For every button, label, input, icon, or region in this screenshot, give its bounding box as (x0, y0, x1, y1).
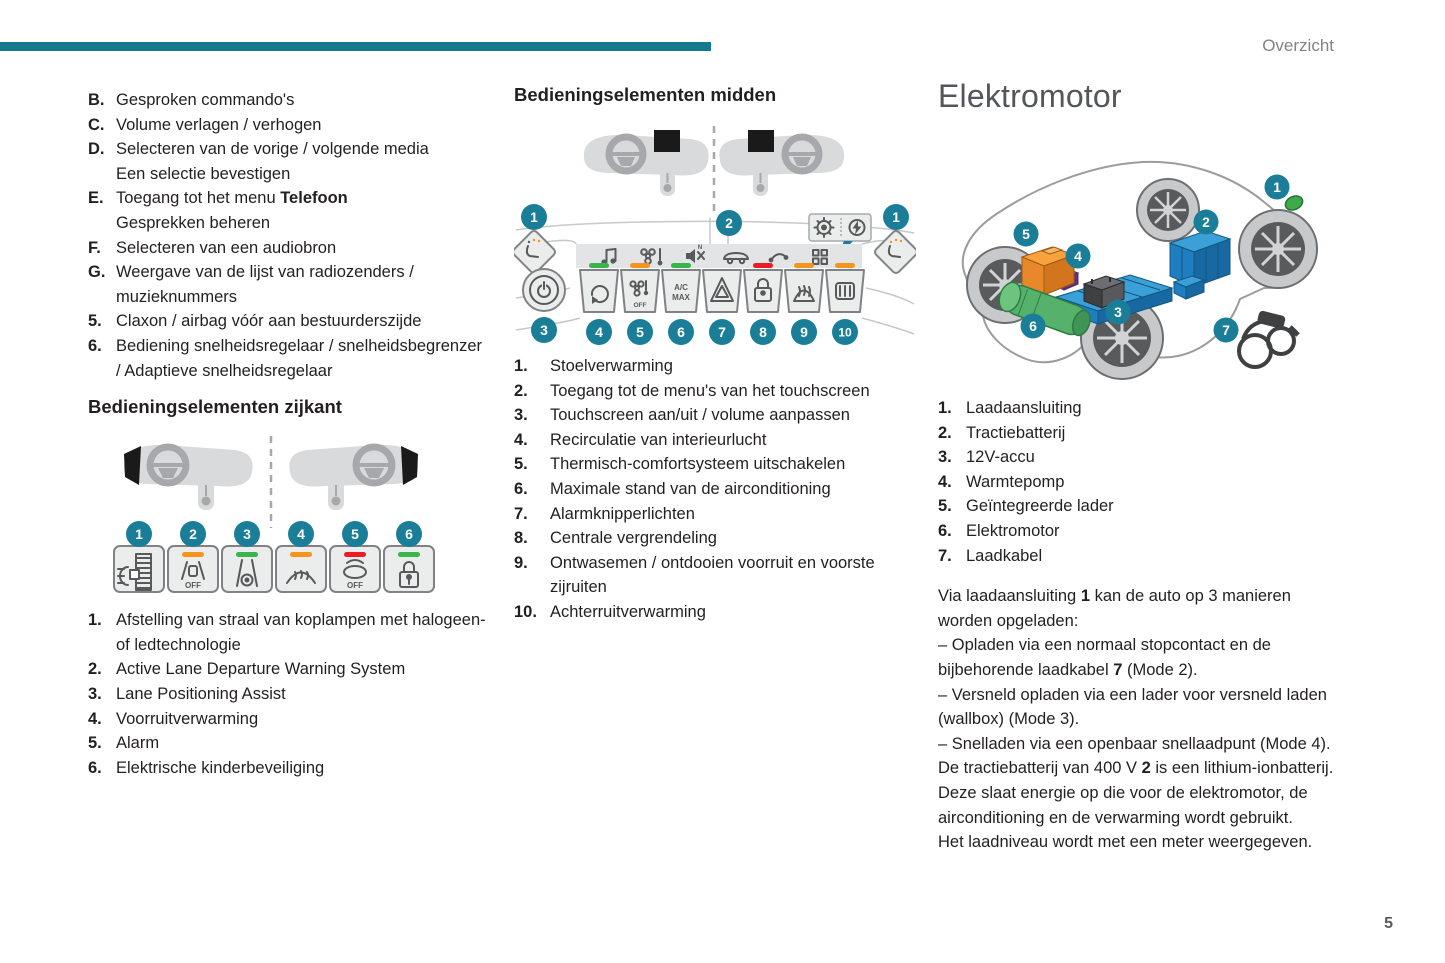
svg-text:OFF: OFF (185, 581, 201, 591)
indicator-strip (344, 552, 366, 557)
list-item: 2. Toegang tot de menu's van het touchscreen (514, 381, 870, 400)
ac-max-button (662, 263, 700, 345)
lane-positioning-button (222, 521, 272, 592)
side-controls-list (88, 608, 488, 780)
list-item: 8. Centrale vergrendeling (514, 529, 717, 548)
list-item: 7. Laadkabel (938, 546, 1043, 565)
svg-text:4: 4 (297, 526, 305, 543)
list-item: B. Gesproken commando's (88, 91, 295, 109)
svg-text:N: N (697, 245, 703, 251)
list-item: F. Selecteren van een audiobron (88, 238, 337, 257)
indicator-strip (290, 552, 312, 557)
list-item: G. Weergave van de lijst van radiozenders / muzieknummers (88, 263, 414, 306)
center-controls-list (514, 354, 916, 625)
side-controls-illustration (106, 428, 436, 596)
svg-text:1: 1 (892, 209, 900, 225)
list-item: 2. Tractiebatterij (938, 423, 1066, 442)
interior-light-pendant (753, 168, 768, 196)
page-header-label: Overzicht (1262, 36, 1334, 55)
indicator-strip (794, 263, 814, 268)
callout-1-badge (1265, 175, 1290, 200)
seat-heating-button-left (514, 204, 557, 275)
svg-text:2: 2 (1202, 214, 1210, 230)
svg-text:OFF: OFF (347, 581, 363, 591)
callout-5-badge (1014, 222, 1039, 247)
svg-text:OFF: OFF (633, 302, 647, 309)
svg-text:7: 7 (718, 324, 726, 340)
electric-motor-list (938, 396, 1338, 568)
svg-text:3: 3 (243, 526, 251, 543)
page-number: 5 (1384, 915, 1393, 932)
svg-text:10: 10 (838, 325, 852, 340)
charge-cable (1239, 310, 1298, 367)
air-recirculation-button (580, 263, 618, 345)
svg-text:4: 4 (1074, 248, 1082, 264)
gear-icon (815, 218, 834, 237)
svg-text:7: 7 (1222, 322, 1230, 338)
callout-7-badge (1214, 318, 1239, 343)
svg-text:5: 5 (351, 526, 359, 543)
charge-port (1283, 193, 1305, 212)
list-item: E. Toegang tot het menu Telefoon Gesprekken beheren (88, 189, 348, 232)
svg-text:8: 8 (759, 324, 767, 340)
list-item: 5. Alarm (88, 734, 160, 753)
indicator-strip (671, 263, 691, 268)
indicator-strip (398, 552, 420, 557)
svg-text:6: 6 (1029, 318, 1037, 334)
paragraph: Via laadaansluiting 1 kan de auto op 3 manieren worden opgeladen: (938, 587, 1291, 630)
list-item: 4. Voorruitverwarming (88, 709, 259, 728)
callout-4-badge (1066, 244, 1091, 269)
list-item: 9. Ontwasemen / ontdooien voorruit en voorste zijruiten (514, 553, 875, 597)
list-item: 6. Maximale stand van de airconditioning (514, 479, 831, 498)
headlight-leveling-button (114, 521, 164, 592)
audio-controls-list (88, 88, 488, 383)
child-lock-button (384, 521, 434, 592)
dashboard-lhd-illustration (124, 445, 253, 510)
list-item: D. Selecteren van de vorige / volgende media Een selectie bevestigen (88, 140, 429, 183)
list-item: 3. Touchscreen aan/uit / volume aanpassen (514, 406, 850, 425)
list-item: 4. Recirculatie van interieurlucht (514, 430, 767, 449)
header-accent-bar (0, 42, 711, 51)
indicator-strip (182, 552, 204, 557)
electric-motor-illustration (938, 127, 1330, 382)
list-item: 1. Laadaansluiting (938, 399, 1082, 417)
svg-text:2: 2 (189, 526, 197, 543)
hazard-lights-button (703, 270, 741, 345)
svg-text:4: 4 (595, 324, 603, 340)
windscreen-heating-button (276, 521, 326, 592)
touchscreen-shortcut-band (576, 244, 862, 268)
list-item: 5. Thermisch-comfortsysteem uitschakelen (514, 455, 846, 474)
indicator-strip (835, 263, 855, 268)
list-item: 3. 12V-accu (938, 448, 1035, 467)
dashboard-rhd-illustration (719, 130, 844, 196)
interior-light-pendant (328, 480, 344, 510)
lane-departure-warning-button (168, 521, 218, 592)
paragraph: – Snelladen via een openbaar snellaadpunt (Mode 4). (938, 734, 1331, 753)
callout-6-badge (1021, 314, 1046, 339)
right-column (938, 78, 1338, 855)
left-column (88, 88, 488, 780)
central-locking-button (744, 263, 782, 345)
list-item: 3. Lane Positioning Assist (88, 684, 286, 703)
list-item: 6. Bediening snelheidsregelaar / snelheidsbegrenzer / Adaptieve snelheidsregelaar (88, 336, 482, 380)
ac-max-icon: A/C (674, 283, 688, 292)
alarm-button (330, 521, 380, 592)
list-item: 2. Active Lane Departure Warning System (88, 660, 406, 679)
svg-text:6: 6 (405, 526, 413, 543)
paragraph: Het laadniveau wordt met een meter weergegeven. (938, 833, 1313, 852)
paragraph: De tractiebatterij van 400 V 2 is een lithium-ionbatterij. Deze slaat energie op die voor de elektromotor, de airconditioning en de verwarming wordt gebruikt. (938, 759, 1334, 827)
power-button (523, 269, 565, 343)
svg-text:9: 9 (800, 324, 808, 340)
callout-2-badge (1194, 210, 1219, 235)
list-item: 1. Stoelverwarming (514, 357, 673, 375)
svg-text:6: 6 (677, 324, 685, 340)
side-panel-highlight (124, 446, 141, 485)
indicator-strip (630, 263, 650, 268)
callout-3-badge (1106, 300, 1131, 325)
svg-text:1: 1 (1273, 179, 1281, 195)
middle-column (514, 84, 916, 625)
list-item: 7. Alarmknipperlichten (514, 504, 695, 523)
list-item: 1. Afstelling van straal van koplampen met halogeen- of ledtechnologie (88, 611, 486, 654)
interior-light-pendant (198, 480, 214, 510)
list-item: 5. Claxon / airbag vóór aan bestuurderszijde (88, 312, 422, 331)
wheel (1239, 210, 1317, 288)
indicator-strip (589, 263, 609, 268)
list-item: C. Volume verlagen / verhogen (88, 115, 322, 134)
wheel (1137, 179, 1199, 241)
center-screen-highlight (748, 130, 774, 152)
list-item: 10. Achterruitverwarming (514, 602, 706, 621)
seat-heating-button-right (873, 204, 916, 275)
fan-off-button (621, 263, 659, 345)
svg-text:3: 3 (1114, 304, 1122, 320)
indicator-strip (753, 263, 773, 268)
front-defrost-button (785, 263, 823, 345)
dashboard-rhd-illustration (289, 445, 418, 510)
electric-motor-heading: Elektromotor (938, 78, 1122, 114)
svg-text:3: 3 (540, 322, 548, 338)
dashboard-lhd-illustration (584, 130, 709, 196)
svg-text:5: 5 (1022, 226, 1030, 242)
svg-text:1: 1 (135, 526, 143, 543)
paragraph: – Versneld opladen via een lader voor versneld laden (wallbox) (Mode 3). (938, 685, 1327, 729)
side-panel-highlight (401, 446, 418, 485)
list-item: 5. Geïntegreerde lader (938, 497, 1114, 516)
svg-text:2: 2 (725, 215, 733, 231)
list-item: 6. Elektromotor (938, 521, 1060, 540)
side-controls-heading: Bedieningselementen zijkant (88, 396, 342, 418)
center-controls-heading: Bedieningselementen midden (514, 84, 777, 105)
center-controls-illustration (514, 118, 916, 346)
list-item: 4. Warmtepomp (938, 472, 1065, 491)
interior-light-pendant (660, 168, 675, 196)
paragraph: – Opladen via een normaal stopcontact en de bijbehorende laadkabel 7 (Mode 2). (938, 636, 1271, 679)
charging-info-paragraphs (938, 584, 1338, 855)
list-item: 6. Elektrische kinderbeveiliging (88, 758, 325, 777)
rear-defrost-button (826, 263, 864, 345)
svg-text:MAX: MAX (672, 293, 690, 302)
svg-text:1: 1 (530, 209, 538, 225)
indicator-strip (236, 552, 258, 557)
svg-text:5: 5 (636, 324, 644, 340)
center-screen-highlight (654, 130, 680, 152)
